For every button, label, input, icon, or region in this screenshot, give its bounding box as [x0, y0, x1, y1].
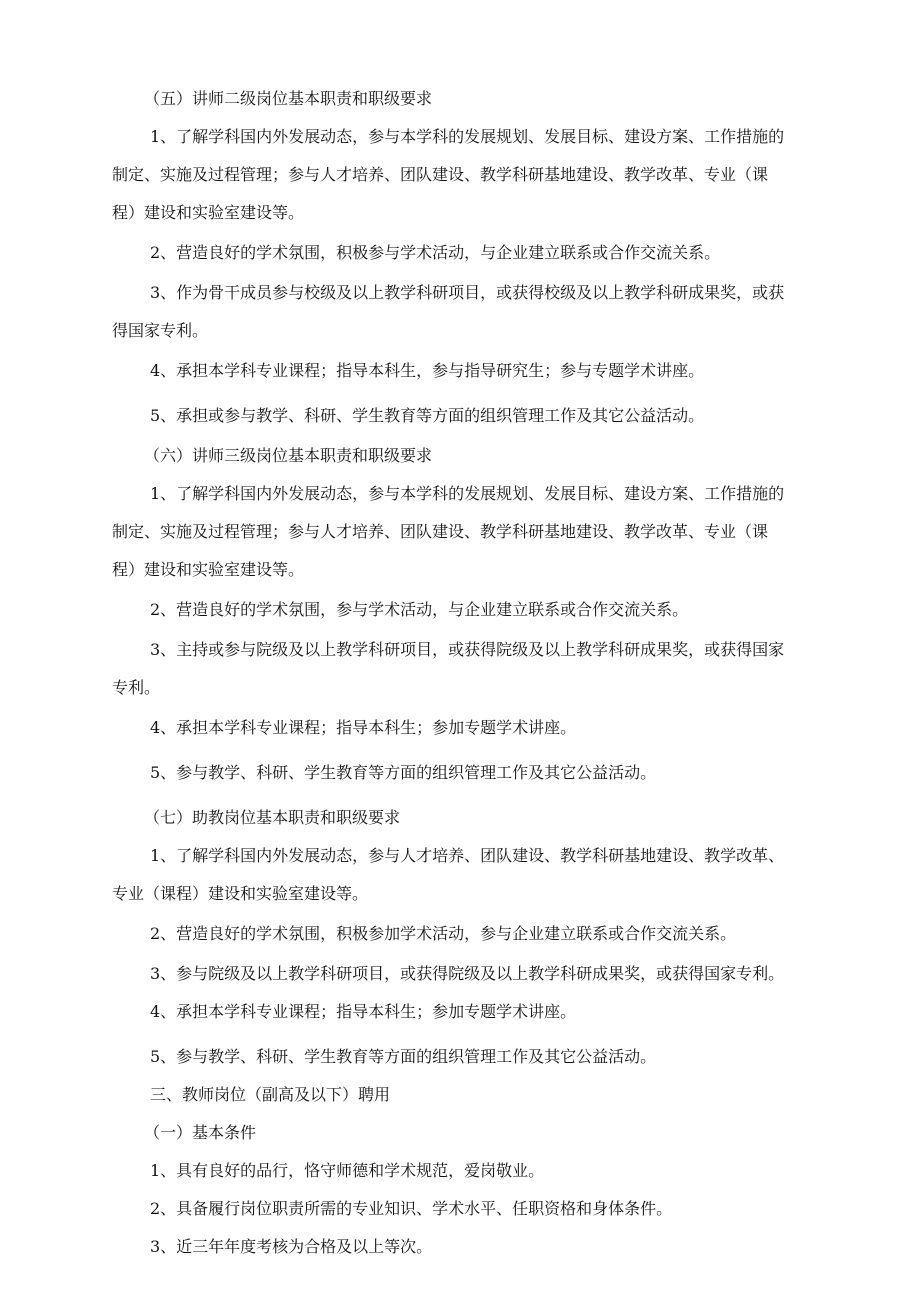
- section-7-item-5: 5、参与教学、科研、学生教育等方面的组织管理工作及其它公益活动。: [150, 1047, 657, 1066]
- section-6-item-2: 2、营造良好的学术氛围，参与学术活动，与企业建立联系或合作交流关系。: [150, 600, 689, 619]
- section-7-item-4: 4、承担本学科专业课程；指导本科生；参加专题学术讲座。: [150, 1002, 577, 1021]
- section-6-item-1: 1、了解学科国内外发展动态，参与本学科的发展规划、发展目标、建设方案、工作措施的: [150, 484, 785, 503]
- section-6-item-3-cont: 专利。: [112, 678, 161, 697]
- section-5-item-3-cont: 得国家专利。: [112, 321, 209, 340]
- section-5-item-1: 1、了解学科国内外发展动态，参与本学科的发展规划、发展目标、建设方案、工作措施的: [150, 127, 785, 146]
- section-5-item-5: 5、承担或参与教学、科研、学生教育等方面的组织管理工作及其它公益活动。: [150, 406, 705, 425]
- section-6-item-5: 5、参与教学、科研、学生教育等方面的组织管理工作及其它公益活动。: [150, 763, 657, 782]
- section-6-item-4: 4、承担本学科专业课程；指导本科生；参加专题学术讲座。: [150, 718, 577, 737]
- part-3-heading: 三、教师岗位（副高及以下）聘用: [150, 1085, 391, 1104]
- section-6-item-3: 3、主持或参与院级及以上教学科研项目，或获得院级及以上教学科研成果奖，或获得国家: [150, 640, 785, 659]
- part-3-item-1: 1、具有良好的品行，恪守师德和学术规范，爱岗敬业。: [150, 1161, 545, 1180]
- section-6-item-1-cont: 制定、实施及过程管理；参与人才培养、团队建设、教学科研基地建设、教学改革、专业（课: [112, 522, 769, 541]
- part-3-item-2: 2、具备履行岗位职责所需的专业知识、学术水平、任职资格和身体条件。: [150, 1199, 673, 1218]
- part-3-item-3: 3、近三年年度考核为合格及以上等次。: [150, 1237, 433, 1256]
- part-3-sub-1-heading: （一）基本条件: [144, 1123, 257, 1142]
- section-5-item-4: 4、承担本学科专业课程；指导本科生，参与指导研究生；参与专题学术讲座。: [150, 361, 705, 380]
- section-5-item-1-cont2: 程）建设和实验室建设等。: [112, 203, 305, 222]
- section-6-item-1-cont2: 程）建设和实验室建设等。: [112, 560, 305, 579]
- section-5-heading: （五）讲师二级岗位基本职责和职级要求: [144, 89, 433, 108]
- section-7-item-1: 1、了解学科国内外发展动态，参与人才培养、团队建设、教学科研基地建设、教学改革、: [150, 846, 785, 865]
- section-7-item-1-cont: 专业（课程）建设和实验室建设等。: [112, 884, 369, 903]
- section-7-item-2: 2、营造良好的学术氛围，积极参加学术活动，参与企业建立联系或合作交流关系。: [150, 924, 737, 943]
- section-5-item-3: 3、作为骨干成员参与校级及以上教学科研项目，或获得校级及以上教学科研成果奖，或获: [150, 283, 785, 302]
- section-7-item-3: 3、参与院级及以上教学科研项目，或获得院级及以上教学科研成果奖，或获得国家专利。: [150, 964, 785, 983]
- section-6-heading: （六）讲师三级岗位基本职责和职级要求: [144, 446, 433, 465]
- section-5-item-2: 2、营造良好的学术氛围，积极参与学术活动，与企业建立联系或合作交流关系。: [150, 243, 721, 262]
- section-7-heading: （七）助教岗位基本职责和职级要求: [144, 808, 401, 827]
- section-5-item-1-cont: 制定、实施及过程管理；参与人才培养、团队建设、教学科研基地建设、教学改革、专业（课: [112, 165, 769, 184]
